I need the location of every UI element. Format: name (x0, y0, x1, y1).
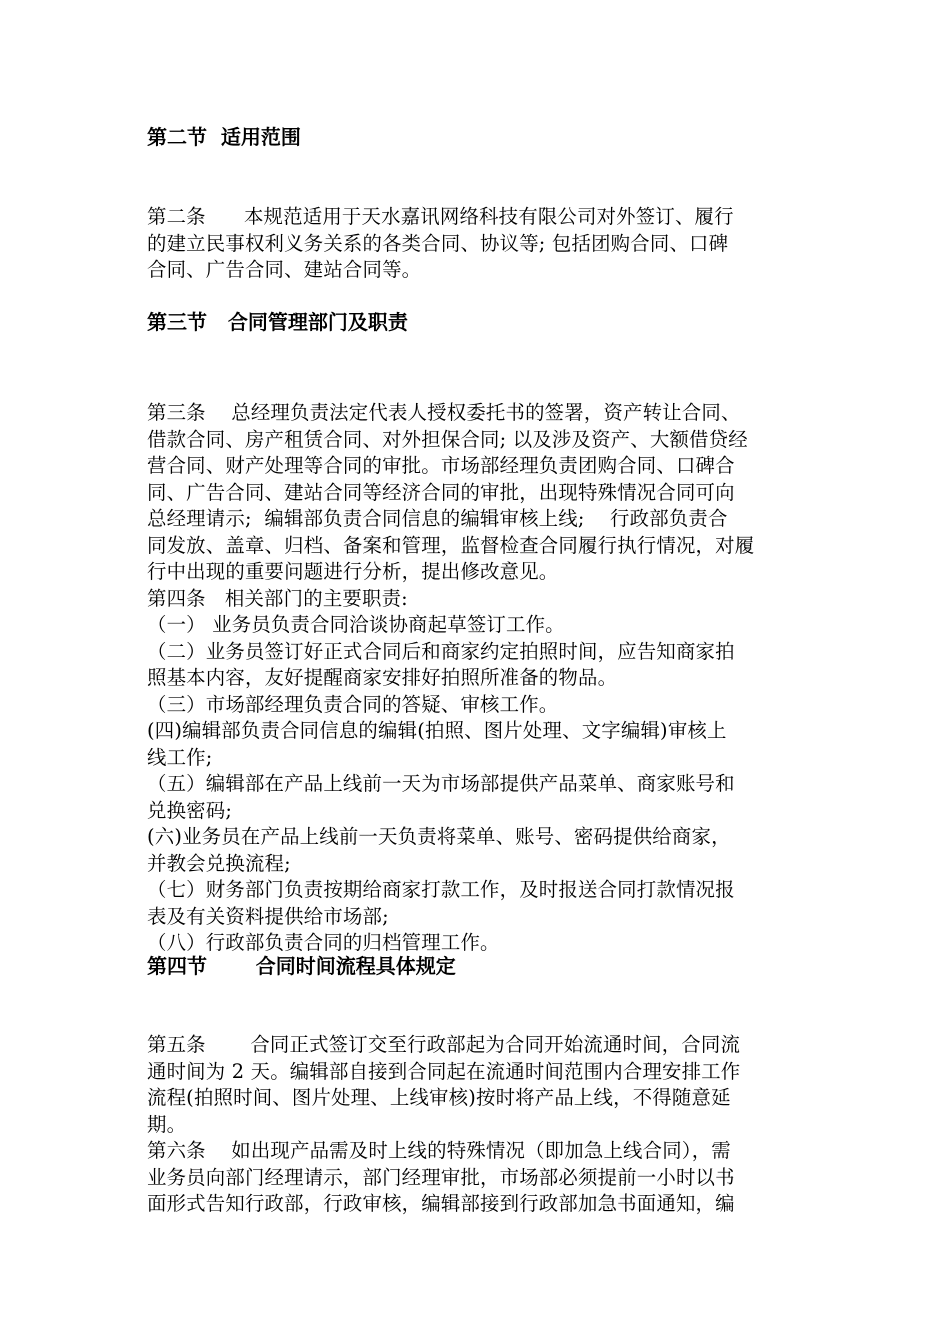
text-line: 第六条 如出现产品需及时上线的特殊情况（即加急上线合同），需 (147, 1139, 731, 1162)
text-line: 面形式告知行政部，行政审核，编辑部接到行政部加急书面通知，编 (147, 1192, 735, 1215)
text-line: 同发放、盖章、归档、备案和管理，监督检查合同履行执行情况，对履 (147, 533, 755, 557)
text-line: 表及有关资料提供给市场部; (147, 904, 389, 928)
text-line: 业务员向部门经理请示，部门经理审批，市场部必须提前一小时以书 (147, 1165, 735, 1189)
text-line: （三）市场部经理负责合同的答疑、审核工作。 (147, 692, 559, 716)
text-line: 第五条 合同正式签订交至行政部起为合同开始流通时间，合同流 (147, 1033, 741, 1056)
text-line: 的建立民事权利义务关系的各类合同、协议等; 包括团购合同、口碑 (147, 231, 729, 255)
text-line: 行中出现的重要问题进行分析，提出修改意见。 (147, 560, 559, 583)
text-line: （七）财务部门负责按期给商家打款工作，及时报送合同打款情况报 (147, 878, 735, 901)
text-line: （五）编辑部在产品上线前一天为市场部提供产品菜单、商家账号和 (147, 772, 735, 795)
text-line: 照基本内容，友好提醒商家安排好拍照所准备的物品。 (147, 666, 618, 689)
text-line: 流程(拍照时间、图片处理、上线审核)按时将产品上线，不得随意延 (147, 1086, 731, 1109)
text-line: 借款合同、房产租赁合同、对外担保合同; 以及涉及资产、大额借贷经 (147, 427, 748, 451)
text-line: （二）业务员签订好正式合同后和商家约定拍照时间，应告知商家拍 (147, 639, 735, 663)
text-line: (四)编辑部负责合同信息的编辑(拍照、图片处理、文字编辑)审核上 (147, 719, 727, 742)
text-line: 总经理请示; 编辑部负责合同信息的编辑审核上线; 行政部负责合 (147, 507, 728, 530)
section-heading-4: 第四节 合同时间流程具体规定 (147, 954, 456, 978)
text-line: 合同、广告合同、建站合同等。 (147, 258, 422, 281)
article-3-4-paragraph (147, 400, 812, 957)
text-line: 线工作; (147, 745, 213, 769)
section-heading-2: 第二节 适用范围 (147, 125, 301, 149)
article-5-6-paragraph (147, 1032, 812, 1218)
section-heading-3: 第三节 合同管理部门及职责 (147, 310, 408, 334)
text-line: 第四条 相关部门的主要职责: (147, 586, 408, 610)
text-line: （八）行政部负责合同的归档管理工作。 (147, 931, 500, 954)
text-line: 通时间为 2 天。编辑部自接到合同起在流通时间范围内合理安排工作 (147, 1059, 741, 1083)
text-line: 期。 (147, 1112, 187, 1136)
text-line: 第二条 本规范适用于天水嘉讯网络科技有限公司对外签订、履行 (147, 205, 734, 228)
text-line: (六)业务员在产品上线前一天负责将菜单、账号、密码提供给商家， (147, 825, 731, 848)
text-line: 兑换密码; (147, 798, 233, 822)
text-line: 营合同、财产处理等合同的审批。市场部经理负责团购合同、口碑合 (147, 454, 735, 477)
text-line: 第三条 总经理负责法定代表人授权委托书的签署，资产转让合同、 (147, 401, 741, 424)
text-line: 同、广告合同、建站合同等经济合同的审批，出现特殊情况合同可向 (147, 480, 735, 504)
text-line: 并教会兑换流程; (147, 851, 291, 875)
article-2-paragraph (147, 204, 812, 284)
text-line: （一） 业务员负责合同洽谈协商起草签订工作。 (147, 613, 565, 636)
